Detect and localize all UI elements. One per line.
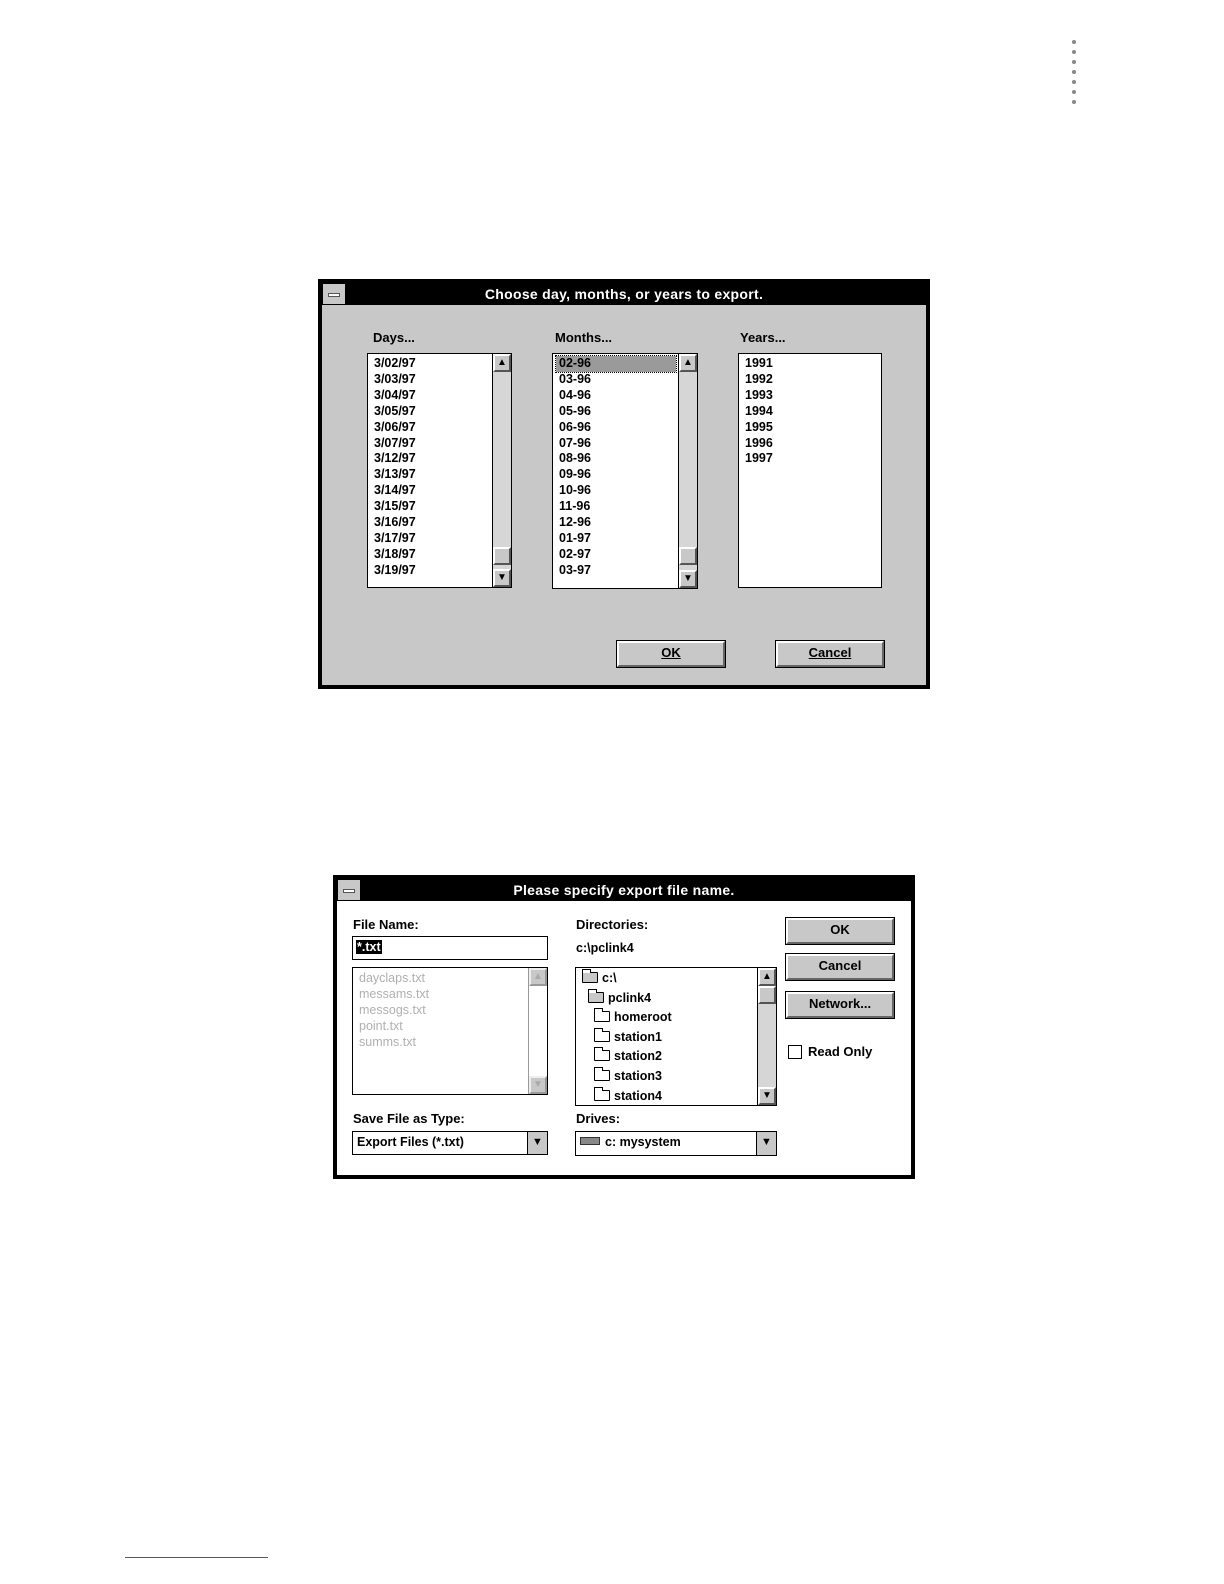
dialog-title: Choose day, months, or years to export.	[322, 283, 926, 305]
open-folder-icon	[588, 992, 604, 1003]
folder-icon	[594, 1070, 610, 1081]
scroll-up-arrow-icon[interactable]: ▲	[529, 968, 547, 986]
directory-name: station1	[614, 1029, 662, 1044]
folder-icon	[594, 1011, 610, 1022]
day-list-item[interactable]: 3/12/97	[374, 451, 416, 466]
folder-icon	[594, 1090, 610, 1101]
scroll-down-arrow-icon[interactable]: ▼	[493, 569, 511, 587]
network-button[interactable]: Network...	[785, 991, 895, 1019]
day-list-item[interactable]: 3/06/97	[374, 419, 416, 434]
month-list-item[interactable]: 04-96	[559, 387, 591, 402]
directories-label: Directories:	[576, 917, 649, 932]
folder-icon	[594, 1050, 610, 1061]
month-list-item[interactable]: 11-96	[559, 499, 591, 514]
cancel-button[interactable]: Cancel	[775, 640, 885, 668]
day-list-item[interactable]: 3/18/97	[374, 546, 416, 561]
year-list-item[interactable]: 1993	[745, 387, 773, 402]
margin-dots	[1072, 40, 1080, 110]
day-list-item[interactable]: 3/14/97	[374, 483, 416, 498]
day-list-item[interactable]: 3/03/97	[374, 371, 416, 386]
read-only-label[interactable]: Read Only	[808, 1044, 873, 1059]
months-listbox[interactable]	[552, 353, 698, 589]
scroll-thumb[interactable]	[679, 547, 697, 565]
day-list-item[interactable]: 3/17/97	[374, 530, 416, 545]
month-list-item[interactable]: 08-96	[559, 451, 591, 466]
directory-name: homeroot	[614, 1010, 672, 1025]
month-list-item[interactable]: 12-96	[559, 515, 591, 530]
month-list-item[interactable]: 10-96	[559, 483, 591, 498]
scroll-down-arrow-icon[interactable]: ▼	[679, 570, 697, 588]
export-file-dialog	[333, 875, 915, 1179]
system-menu-icon[interactable]	[337, 879, 361, 901]
file-list-item[interactable]: messogs.txt	[359, 1003, 426, 1017]
directory-name: station4	[614, 1088, 662, 1103]
scroll-up-arrow-icon[interactable]: ▲	[679, 354, 697, 372]
export-period-dialog	[318, 279, 930, 689]
years-label: Years...	[740, 330, 786, 345]
day-list-item[interactable]: 3/05/97	[374, 403, 416, 418]
year-list-item[interactable]: 1996	[745, 435, 773, 450]
year-list-item[interactable]: 1991	[745, 356, 773, 370]
file-list-item[interactable]: summs.txt	[359, 1035, 416, 1049]
footer-rule	[125, 1557, 268, 1558]
save-as-type-label: Save File as Type:	[353, 1111, 465, 1126]
directory-name: station2	[614, 1049, 662, 1064]
file-list-item[interactable]: messams.txt	[359, 987, 430, 1001]
directory-item[interactable]	[594, 1069, 662, 1083]
directory-name: pclink4	[608, 990, 652, 1005]
year-list-item[interactable]: 1997	[745, 451, 773, 466]
scroll-up-arrow-icon[interactable]: ▲	[758, 968, 776, 986]
directory-item[interactable]	[594, 1030, 662, 1044]
years-listbox[interactable]	[738, 353, 882, 588]
directory-item[interactable]	[594, 1089, 662, 1103]
save-as-type-select[interactable]: Export Files (*.txt) ▼	[352, 1131, 548, 1155]
scroll-down-arrow-icon[interactable]: ▼	[758, 1087, 776, 1105]
day-list-item[interactable]: 3/04/97	[374, 387, 416, 402]
days-scrollbar[interactable]	[492, 354, 511, 587]
year-list-item[interactable]: 1994	[745, 403, 773, 418]
scroll-thumb[interactable]	[758, 986, 776, 1004]
directory-item[interactable]	[594, 1010, 672, 1024]
drives-select[interactable]: c: mysystem ▼	[575, 1131, 777, 1156]
file-name-label: File Name:	[353, 917, 419, 932]
year-list-item[interactable]: 1995	[745, 419, 773, 434]
directory-item[interactable]	[588, 991, 651, 1005]
directory-name: c:\	[602, 971, 617, 985]
directory-name: station3	[614, 1069, 662, 1083]
scroll-down-arrow-icon[interactable]: ▼	[529, 1076, 547, 1094]
file-list-item[interactable]: point.txt	[359, 1019, 403, 1033]
days-list	[374, 356, 416, 579]
directory-item[interactable]	[594, 1049, 662, 1063]
day-list-item[interactable]: 3/19/97	[374, 562, 416, 577]
open-folder-icon	[582, 972, 598, 983]
file-list-item[interactable]: dayclaps.txt	[359, 971, 426, 985]
days-listbox[interactable]	[367, 353, 512, 588]
month-list-item[interactable]: 06-96	[559, 419, 591, 434]
month-list-item[interactable]: 09-96	[559, 467, 591, 482]
year-list-item[interactable]: 1992	[745, 371, 773, 386]
dropdown-arrow-icon[interactable]: ▼	[527, 1132, 547, 1154]
ok-button[interactable]: OK	[616, 640, 726, 668]
file-scrollbar[interactable]	[528, 968, 547, 1094]
years-list	[745, 356, 773, 467]
month-list-item[interactable]: 03-97	[559, 562, 591, 577]
read-only-checkbox[interactable]	[788, 1045, 802, 1059]
cancel-button[interactable]: Cancel	[785, 953, 895, 981]
scroll-up-arrow-icon[interactable]: ▲	[493, 354, 511, 372]
month-list-item[interactable]: 03-96	[559, 371, 591, 386]
file-listbox[interactable]	[352, 967, 548, 1095]
dialog-title: Please specify export file name.	[337, 879, 911, 901]
day-list-item[interactable]: 3/13/97	[374, 467, 416, 482]
directory-listbox[interactable]	[575, 967, 777, 1106]
month-list-item[interactable]: 02-97	[559, 546, 591, 561]
directory-item[interactable]	[582, 971, 617, 985]
months-list	[559, 356, 676, 579]
ok-button[interactable]: OK	[785, 917, 895, 945]
directory-scrollbar[interactable]	[757, 968, 776, 1105]
drives-label: Drives:	[576, 1111, 621, 1126]
day-list-item[interactable]: 3/02/97	[374, 356, 416, 370]
month-list-item[interactable]: 05-96	[559, 403, 591, 418]
month-list-item[interactable]: 02-96	[556, 356, 676, 372]
system-menu-icon[interactable]	[322, 283, 346, 305]
day-list-item[interactable]: 3/07/97	[374, 435, 416, 450]
month-list-item[interactable]: 01-97	[559, 530, 591, 545]
day-list-item[interactable]: 3/16/97	[374, 515, 416, 530]
scroll-thumb[interactable]	[493, 547, 511, 565]
current-directory: c:\pclink4	[576, 941, 634, 955]
day-list-item[interactable]: 3/15/97	[374, 499, 416, 514]
drive-icon	[580, 1137, 600, 1145]
dropdown-arrow-icon[interactable]: ▼	[756, 1132, 776, 1155]
folder-icon	[594, 1031, 610, 1042]
months-scrollbar[interactable]	[678, 354, 697, 588]
days-label: Days...	[373, 330, 415, 345]
months-label: Months...	[555, 330, 613, 345]
file-name-input[interactable]: *.txt	[352, 936, 548, 960]
month-list-item[interactable]: 07-96	[559, 435, 591, 450]
file-list	[359, 970, 429, 1050]
